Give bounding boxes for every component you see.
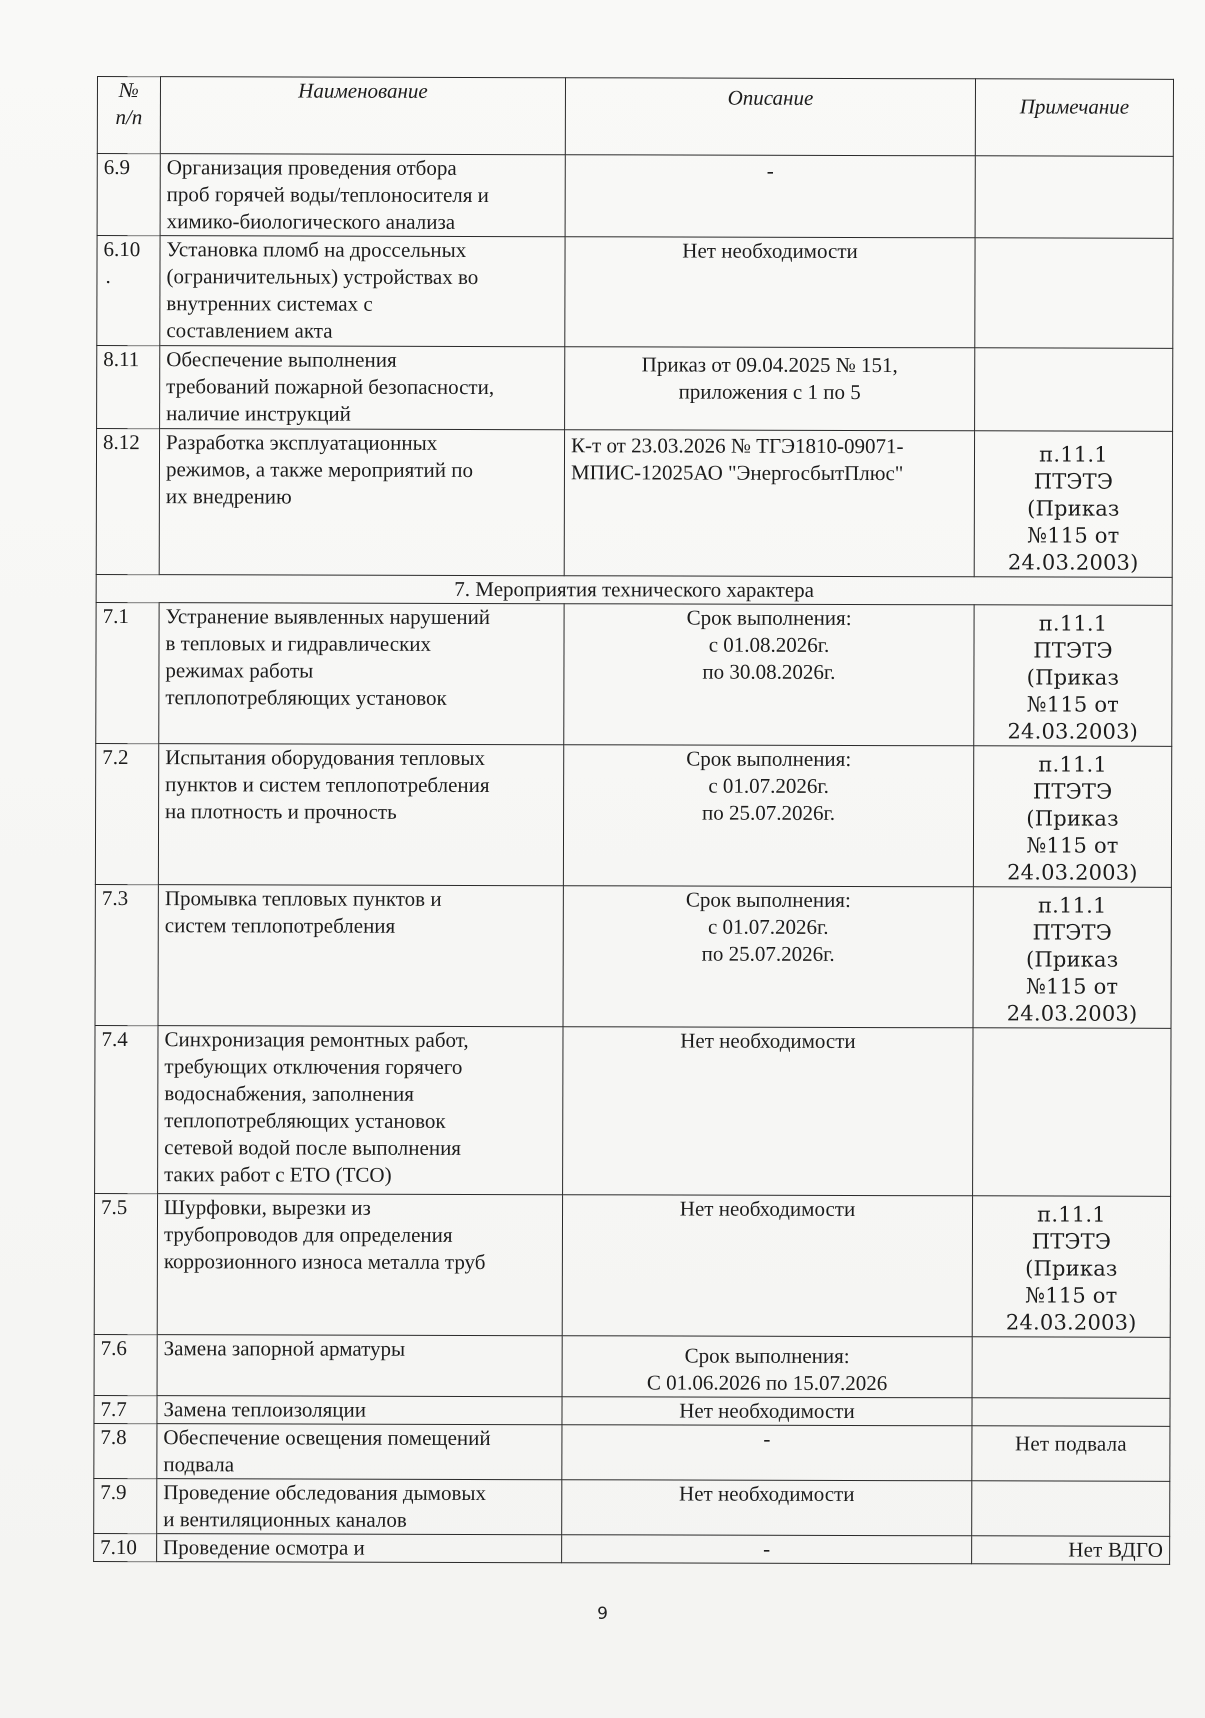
table-row (94, 1334, 1170, 1398)
row-note (975, 348, 1173, 432)
row-number: 7.3 (95, 884, 158, 1025)
row-description: Срок выполнения: с 01.07.2026г. по 25.07.2026г. (563, 745, 973, 887)
row-number: 6.10 . (97, 236, 160, 346)
row-note: п.11.1 ПТЭТЭ (Приказ №115 от 24.03.2003) (973, 746, 1171, 888)
table-row (97, 154, 1173, 239)
row-name: Шурфовки, вырезки из трубопроводов для определения коррозионного износа металла труб (157, 1194, 562, 1336)
header-number: № п/п (97, 77, 160, 154)
table-row (94, 1423, 1170, 1481)
row-number: 7.5 (94, 1193, 157, 1334)
header-description: Описание (565, 78, 975, 156)
row-name: Устранение выявленных нарушений в тепловых и гидравлических режимах работы теплопотребляющих установок (159, 603, 564, 745)
page-number: 9 (597, 1604, 608, 1624)
table-row (96, 602, 1172, 746)
table-row (95, 884, 1171, 1028)
row-number: 7.8 (94, 1423, 157, 1478)
row-number: 7.10 (94, 1533, 157, 1561)
row-number: 7.2 (95, 743, 158, 884)
measures-table (93, 76, 1174, 1565)
row-name: Установка пломб на дроссельных (ограничительных) устройствах во внутренних системах с составлением акта (160, 236, 565, 347)
row-number: 7.1 (96, 602, 159, 743)
row-description: Срок выполнения: с 01.08.2026г. по 30.08.2026г. (564, 604, 974, 746)
table-row (94, 1395, 1170, 1426)
row-description: Нет необходимости (562, 1397, 972, 1426)
row-description: - (562, 1535, 972, 1564)
row-name: Синхронизация ремонтных работ, требующих отключения горячего водоснабжения, заполнения теплопотребляющих установок сетевой водой после выполнения таких работ с ЕТО (ТСО) (158, 1026, 563, 1195)
table-row (95, 743, 1171, 887)
row-number: 6.9 (97, 154, 160, 236)
row-name: Испытания оборудования тепловых пунктов и систем теплопотребления на плотность и прочность (158, 744, 563, 886)
row-note: Нет ВДГО (972, 1536, 1170, 1565)
row-note (972, 1398, 1170, 1427)
table-header-row (97, 77, 1173, 157)
row-note: п.11.1 ПТЭТЭ (Приказ №115 от 24.03.2003) (973, 887, 1171, 1029)
row-name: Замена теплоизоляции (157, 1396, 562, 1425)
row-note (975, 156, 1173, 239)
row-name: Проведение обследования дымовых и вентиляционных каналов (157, 1479, 562, 1535)
row-description: Срок выполнения: С 01.06.2026 по 15.07.2026 (562, 1336, 972, 1398)
section-header-row (96, 574, 1172, 605)
row-description: Срок выполнения: с 01.07.2026г. по 25.07.2026г. (563, 886, 973, 1028)
row-description: К-т от 23.03.2026 № ТГЭ1810-09071- МПИС-12025АО "ЭнергосбытПлюс" (564, 430, 974, 577)
header-name: Наименование (160, 77, 565, 155)
row-name: Замена запорной арматуры (157, 1335, 562, 1397)
row-note: Нет подвала (972, 1426, 1170, 1482)
row-note: п.11.1 ПТЭТЭ (Приказ №115 от 24.03.2003) (974, 605, 1172, 747)
section-title: 7. Мероприятия технического характера (96, 574, 1172, 605)
table-row (97, 346, 1173, 432)
row-note (972, 1337, 1170, 1399)
row-description: Нет необходимости (562, 1195, 972, 1337)
row-description: - (565, 155, 975, 238)
row-number: 7.6 (94, 1334, 157, 1395)
row-description: - (562, 1425, 972, 1481)
row-name: Организация проведения отбора проб горячей воды/теплоносителя и химико-биологического анализа (160, 154, 565, 237)
table-row (94, 1478, 1170, 1536)
row-name: Проведение осмотра и (157, 1534, 562, 1563)
row-number: 8.12 (96, 429, 159, 575)
table-row (95, 1025, 1171, 1196)
row-description: Нет необходимости (562, 1480, 972, 1536)
row-note (972, 1481, 1170, 1537)
header-note: Примечание (975, 79, 1173, 157)
row-description: Нет необходимости (565, 237, 975, 348)
row-description: Приказ от 09.04.2025 № 151, приложения с 1 по 5 (565, 347, 975, 431)
row-note: п.11.1 ПТЭТЭ (Приказ №115 от 24.03.2003) (972, 1196, 1170, 1338)
row-description: Нет необходимости (563, 1027, 973, 1196)
table-row (97, 236, 1173, 349)
row-number: 7.4 (95, 1025, 158, 1193)
row-number: 7.7 (94, 1395, 157, 1423)
row-note: п.11.1 ПТЭТЭ (Приказ №115 от 24.03.2003) (974, 431, 1172, 578)
table-row (94, 1533, 1170, 1564)
row-name: Обеспечение выполнения требований пожарной безопасности, наличие инструкций (160, 346, 565, 430)
table-row (94, 1193, 1170, 1337)
row-name: Разработка эксплуатационных режимов, а также мероприятий по их внедрению (159, 429, 564, 576)
row-name: Обеспечение освещения помещений подвала (157, 1424, 562, 1480)
table-row (96, 429, 1172, 578)
row-name: Промывка тепловых пунктов и систем теплопотребления (158, 885, 563, 1027)
row-note (973, 1028, 1171, 1197)
row-number: 8.11 (97, 346, 160, 429)
row-number: 7.9 (94, 1478, 157, 1533)
row-note (975, 238, 1173, 349)
